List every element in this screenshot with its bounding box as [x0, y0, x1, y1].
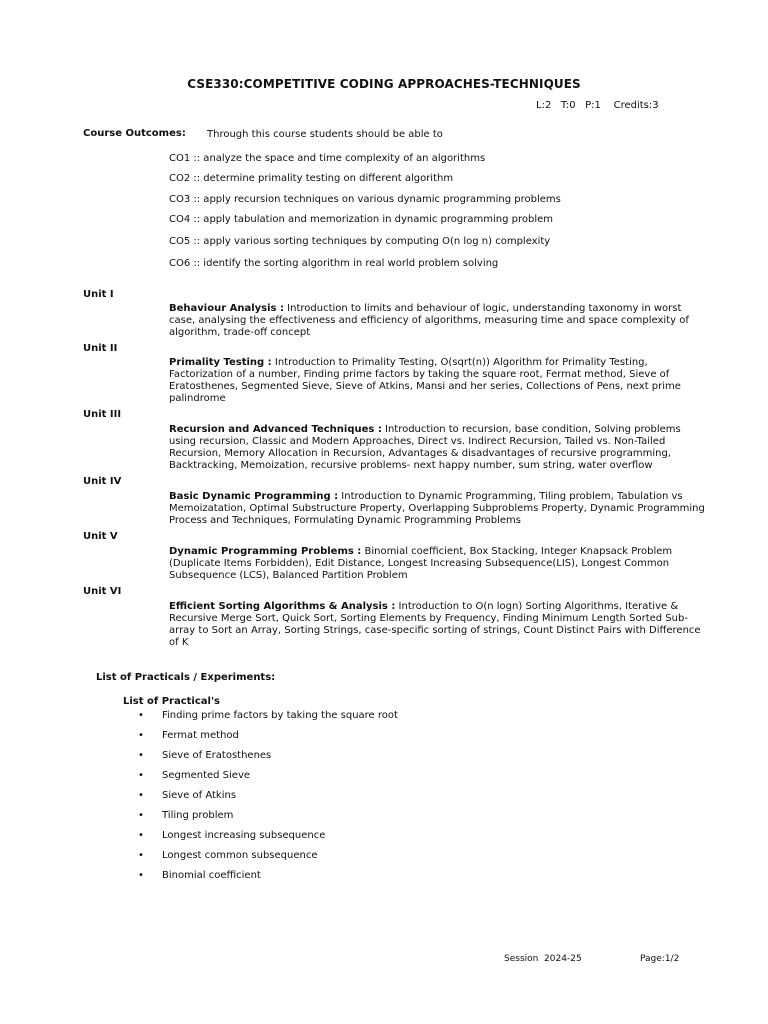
list-item: [138, 810, 398, 830]
unit-label: Unit IV: [83, 476, 122, 487]
unit-topic: Behaviour Analysis :: [169, 303, 284, 314]
unit-text: Introduction to recursion, base condition, Solving problems using recursion, Classic and Modern Approaches, Direct vs. Indirect Recursion, Tailed vs. Non-Tailed Recursion, Memory Allocation in Recursion, Advantages & disadvantages of recursive programming, Backtracking, Memoization, recursive problems- next happy number, sum string, water overflow: [169, 424, 681, 471]
practical-item-label: Longest increasing subsequence: [162, 830, 326, 841]
practicals-heading: List of Practicals / Experiments:: [96, 672, 276, 683]
list-item: [138, 770, 398, 790]
course-outcome-item: CO6 :: identify the sorting algorithm in real world problem solving: [169, 258, 499, 269]
page-number: Page:1/2: [640, 954, 680, 964]
unit-topic: Dynamic Programming Problems :: [169, 546, 362, 557]
course-outcome-item: CO5 :: apply various sorting techniques by computing O(n log n) complexity: [169, 236, 551, 247]
practical-item-label: Longest common subsequence: [162, 850, 318, 861]
bullet-icon: •: [138, 730, 144, 741]
bullet-icon: •: [138, 850, 144, 861]
bullet-icon: •: [138, 750, 144, 761]
course-outcomes-label: Course Outcomes:: [83, 128, 186, 139]
list-item: [138, 850, 398, 870]
unit-label: Unit VI: [83, 586, 122, 597]
bullet-icon: •: [138, 790, 144, 801]
unit-text: Introduction to Dynamic Programming, Tiling problem, Tabulation vs Memoizatation, Optimal Substructure Property, Overlapping Subproblems Property, Dynamic Programming Process and Techniques, Formulating Dynamic Programming Problems: [169, 491, 705, 526]
list-item: [138, 830, 398, 850]
unit-topic: Basic Dynamic Programming :: [169, 491, 339, 502]
practicals-subheading: List of Practical's: [123, 696, 220, 707]
list-item: [138, 730, 398, 750]
course-outcomes-intro: Through this course students should be able to: [207, 129, 443, 140]
unit-label: Unit III: [83, 409, 122, 420]
unit-topic: Primality Testing :: [169, 357, 272, 368]
unit-text: Binomial coefficient, Box Stacking, Integer Knapsack Problem (Duplicate Items Forbidden), Edit Distance, Longest Increasing Subsequence(LIS), Longest Common Subsequence (LCS), Balanced Partition Problem: [169, 546, 673, 581]
unit-description: [169, 601, 709, 649]
unit-description: [169, 357, 709, 405]
course-outcome-item: CO1 :: analyze the space and time complexity of an algorithms: [169, 153, 486, 164]
unit-text: Introduction to O(n logn) Sorting Algorithms, Iterative & Recursive Merge Sort, Quick Sort, Sorting Elements by Frequency, Finding Minimum Length Sorted Sub-array to Sort an Array, Sorting Strings, case-specific sorting of strings, Count Distinct Pairs with Difference of K: [169, 601, 701, 648]
bullet-icon: •: [138, 810, 144, 821]
unit-label: Unit II: [83, 343, 118, 354]
unit-label: Unit I: [83, 289, 114, 300]
practical-item-label: Finding prime factors by taking the square root: [162, 710, 398, 721]
practical-item-label: Binomial coefficient: [162, 870, 261, 881]
unit-label: Unit V: [83, 531, 118, 542]
list-item: [138, 710, 398, 730]
bullet-icon: •: [138, 870, 144, 881]
list-item: [138, 870, 398, 890]
bullet-icon: •: [138, 830, 144, 841]
unit-description: [169, 424, 709, 472]
page-title: CSE330:COMPETITIVE CODING APPROACHES-TECHNIQUES: [187, 77, 581, 91]
course-outcome-item: CO2 :: determine primality testing on different algorithm: [169, 173, 454, 184]
list-item: [138, 790, 398, 810]
session-label: Session 2024-25: [504, 954, 582, 964]
unit-description: [169, 303, 709, 339]
unit-text: Introduction to limits and behaviour of logic, understanding taxonomy in worst case, analysing the effectiveness and efficiency of algorithms, measuring time and space complexity of algorithm, trade-off concept: [169, 303, 689, 338]
course-outcome-item: CO3 :: apply recursion techniques on various dynamic programming problems: [169, 194, 561, 205]
unit-description: [169, 491, 709, 527]
practical-item-label: Tiling problem: [162, 810, 234, 821]
unit-topic: Recursion and Advanced Techniques :: [169, 424, 382, 435]
practical-item-label: Sieve of Eratosthenes: [162, 750, 272, 761]
bullet-icon: •: [138, 710, 144, 721]
unit-topic: Efficient Sorting Algorithms & Analysis :: [169, 601, 396, 612]
bullet-icon: •: [138, 770, 144, 781]
practical-item-label: Fermat method: [162, 730, 239, 741]
practicals-list: [138, 710, 398, 890]
practical-item-label: Segmented Sieve: [162, 770, 251, 781]
list-item: [138, 750, 398, 770]
course-outcome-item: CO4 :: apply tabulation and memorization in dynamic programming problem: [169, 214, 553, 225]
unit-description: [169, 546, 709, 582]
practical-item-label: Sieve of Atkins: [162, 790, 237, 801]
ltp-credits: L:2 T:0 P:1 Credits:3: [536, 100, 659, 111]
unit-text: Introduction to Primality Testing, O(sqrt(n)) Algorithm for Primality Testing, Factorization of a number, Finding prime factors by taking the square root, Fermat method, Sieve of Eratosthenes, Segmented Sieve, Sieve of Atkins, Mansi and her series, Collections of Pens, next prime palindrome: [169, 357, 681, 404]
